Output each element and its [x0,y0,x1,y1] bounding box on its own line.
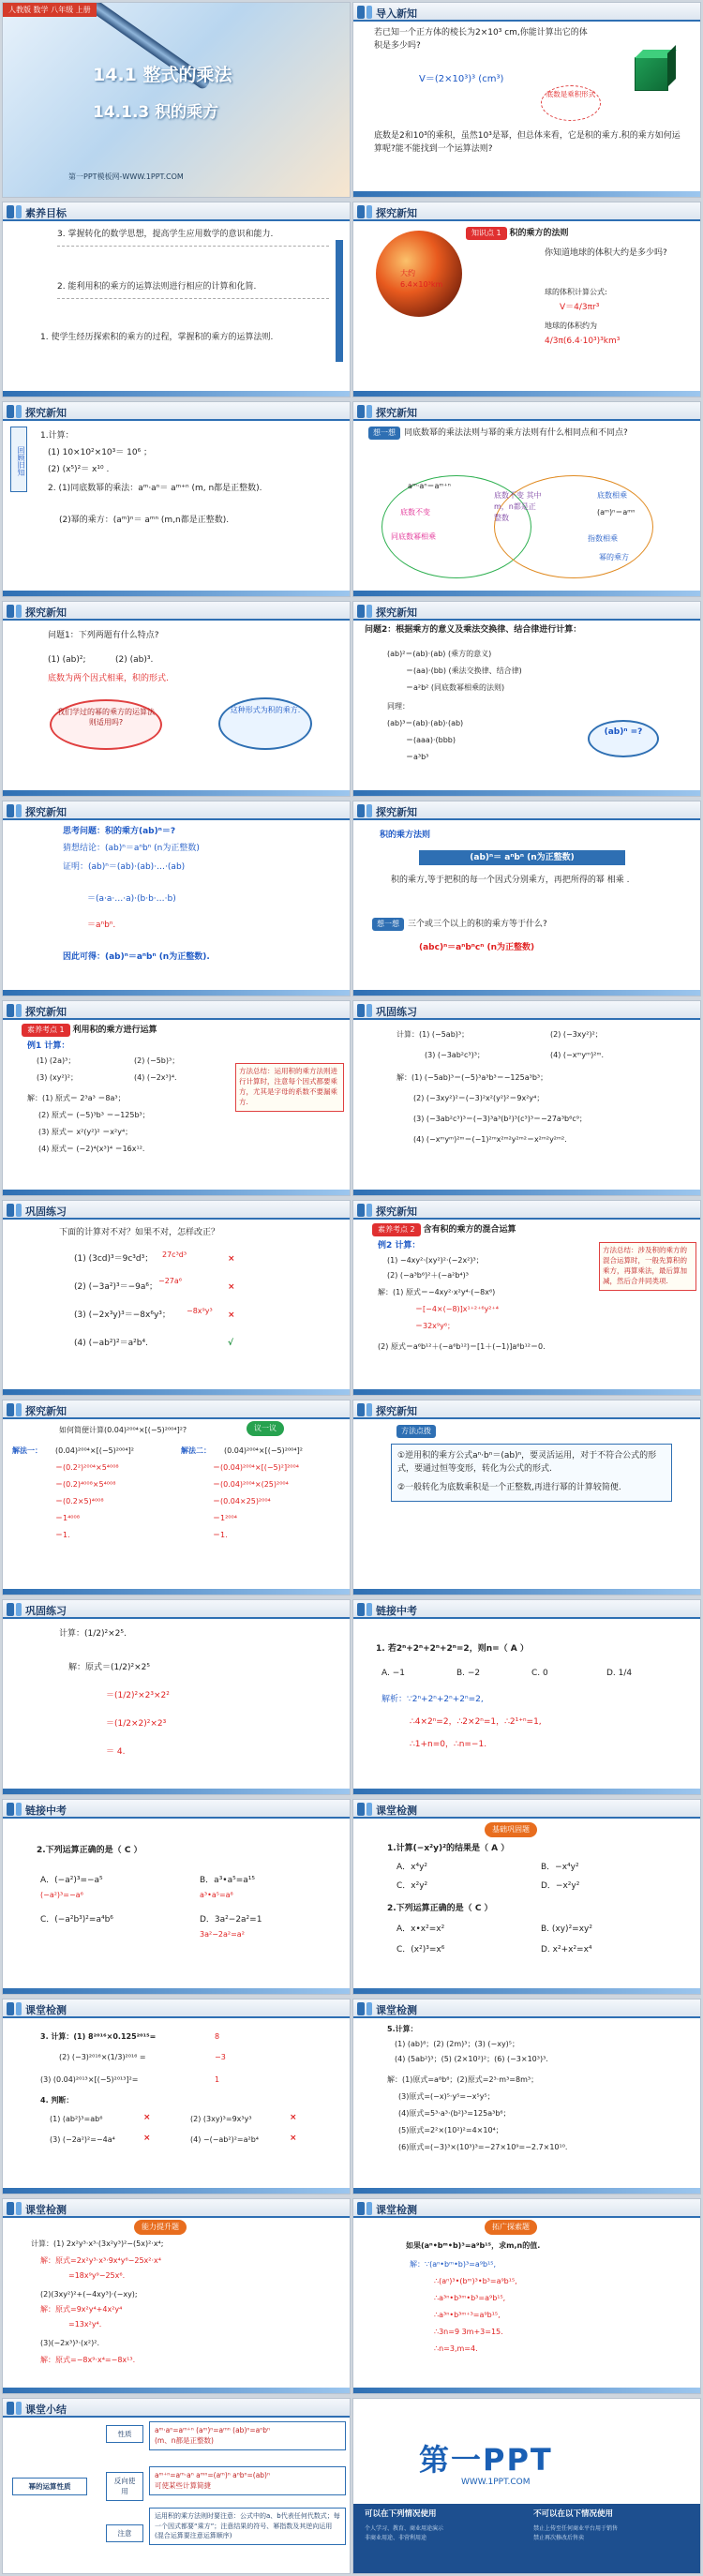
check2-mark-3: × [143,2134,151,2143]
slide-title: 课堂检测 [376,1805,417,1817]
slide-title: 课堂小结 [25,2404,67,2416]
intro-explanation: 底数是2和10³的乘积，虽然10³是幂，但总体来看，它是积的乘方.积的乘方如何运算呢?能不能找到一个运算法则? [374,131,681,154]
practice1-q3: (3) (−3ab²c³)³； [425,1051,485,1059]
example-a4: (4) 原式＝ (−2)⁴(x³)⁴ ＝16x¹². [38,1145,145,1153]
check2-mark-4: × [290,2134,297,2143]
check1-o3[interactable]: C．x²y² [396,1881,428,1891]
check2-a32: −3 [215,2053,226,2061]
practice1-a2: (2) (−3xy²)²＝(−3)²x²(y²)²＝9x²y⁴； [413,1094,545,1102]
example-a2: (2) 原式＝ (−5)³b³ ＝−125b³； [38,1111,150,1119]
slide-example2 [352,1200,701,1396]
check2-a31: 8 [215,2032,220,2041]
judge-mark-2: × [228,1282,235,1292]
proof-step-1: 证明：(ab)ⁿ＝(ab)·(ab)·…·(ab) [63,862,186,872]
example2-a3: ＝32x⁹y⁶； [415,1322,456,1330]
check4-a2: =18x⁹y⁹−25x⁶. [68,2271,126,2280]
derive-line-7: ＝a³b³ [406,753,429,761]
problem1-question: 问题1：下列两题有什么特点? [48,631,159,640]
conclusion-bubble: 这种形式为积的乘方. [218,697,312,750]
summary-key-1: 性质 [106,2425,143,2443]
example-q3: (3) (xy²)²； [37,1073,78,1082]
method-summary-box: 方法总结：运用积的乘方法则进行计算时，注意每个因式都要乘方，尤其是字母的系数不要漏乘方. [235,1063,344,1112]
venn-formula-left: aᵐ·aⁿ＝aᵐ⁺ⁿ [408,482,451,490]
review-line-4: (2)幂的乘方：(aᵐ)ⁿ＝ aᵐⁿ (m,n都是正整数). [59,516,230,525]
check3-a5: (6)原式=(−3)³×(10³)³=−27×10⁹=−2.7×10¹⁰. [398,2143,568,2151]
check1-q2: 2.下列运算正确的是（ C ） [387,1904,493,1913]
slide-footer [353,191,700,197]
method2-l5: ＝1²⁰⁰⁴ [213,1514,237,1522]
usage-allowed-list [365,2524,524,2543]
check4-a5: 解：原式=−8x⁹·x⁴=−8x¹³. [40,2356,136,2364]
think-tag: 想一想 [372,918,404,931]
summary-val-1 [149,2421,346,2450]
exam1-opt-c[interactable]: C. 0 [531,1669,548,1678]
slide-review [2,401,351,597]
derive-line-3: ＝a²b² (同底数幂相乘的法则) [406,683,505,692]
exam1-sol-2: ∴4×2ⁿ=2，∴2×2ⁿ=1，∴2¹⁺ⁿ=1, [410,1717,542,1727]
practice1-a1: 解：(1) (−5ab)³＝(−5)³a³b³＝−125a³b³； [396,1073,548,1082]
slide-title: 导入新知 [376,7,417,20]
method2-l4: ＝(0.04×25)²⁰⁰⁴ [213,1497,271,1505]
base-product-bubble: 底数是乘积形式 [541,85,601,121]
venn-label-1: 底数不变 [400,508,430,517]
cover-subtitle: 14.1.3 积的乘方 [93,103,219,122]
proof-conjecture: 猜想结论：(ab)ⁿ＝aⁿbⁿ (n为正整数) [63,844,200,853]
example-label: 例2 计算： [378,1241,421,1251]
slide-title: 探究新知 [376,207,417,219]
judge-mark-4: √ [228,1339,234,1348]
example-q4: (4) (−2x³)⁴. [134,1073,177,1082]
venn-label-2: 指数相乘 [588,534,618,543]
check2-l3: (3) (0.04)²⁰¹³×[(−5)²⁰¹³]²= [40,2075,139,2084]
slide-title: 探究新知 [376,1206,417,1218]
volume-text: 球的体积计算公式: [545,288,607,296]
problem1-note: 底数为两个因式相乘，积的形式. [48,674,169,683]
summary-val-1a: aᵐ·aⁿ=aᵐ⁺ⁿ (aᵐ)ⁿ=aᵐⁿ (ab)ⁿ=aⁿbⁿ [155,2426,270,2434]
example-a3: (3) 原式＝ x²(y²)² ＝x²y⁴； [38,1128,133,1136]
derive-line-2: ＝(aa)·(bb) (乘法交换律、结合律) [406,666,522,675]
summary-root: 幂的运算性质 [12,2478,87,2495]
judge-question: 下面的计算对不对？如果不对，怎样改正？ [59,1228,220,1237]
practice1-a3: (3) (−3ab²c³)³＝(−3)³a³(b²)³(c³)³＝−27a³b⁶c⁹； [413,1115,587,1123]
problem1-expr-1: (1) (ab)²; [48,655,86,665]
slide-check3 [352,1999,701,2194]
slide-venn [352,401,701,597]
slide-cover [2,2,351,198]
tips-tag: 方法点拨 [396,1425,436,1438]
exam2-fix-a: (−a²)³=−a⁶ [40,1891,83,1899]
usage-allowed-1: 个人学习、教育、商业用途演示 [365,2525,444,2532]
usage-allowed-2: 非商业用途、非营利用途 [365,2535,427,2542]
check2-j3: (3) (−2a²)²=−4a⁴ [50,2135,115,2144]
brand-url[interactable]: WWW.1PPT.COM [461,2478,531,2487]
exam2-question: 2.下列运算正确的是（ C ） [37,1846,142,1855]
example2-a4: (2) 原式＝a⁶b¹²＋(−a⁶b¹²)＝[1＋(−1)]a⁶b¹²＝0. [378,1342,546,1351]
method2-l3: ＝(0.04)²⁰⁰⁴×(25)²⁰⁰⁴ [213,1480,289,1489]
rule-text: 积的乘方,等于把积的每一个因式分别乘方，再把所得的幂 相乘 . [391,876,630,885]
slide-tips [352,1400,701,1595]
method1-label: 解法一： [12,1446,42,1455]
edition-badge: 人教版 数学 八年级 上册 [3,3,97,17]
check3-a1: 解：(1)原式=a⁸b⁸；(2)原式=2³·m³=8m³； [387,2075,539,2084]
goal-3: 3. 掌握转化的数学思想，提高学生应用数学的意识和能力. [57,229,329,247]
cube-illustration [635,57,668,91]
slide-problem2 [352,601,701,797]
earth-volume-text: 地球的体积约为 [545,322,597,330]
slide-practice2 [2,1599,351,1795]
skill-heading: 含有积的乘方的混合运算 [423,1225,516,1235]
slide-title: 探究新知 [25,607,67,619]
check4-q1: 计算：(1) 2x²y³·x³·(3x²y³)²−(5x)²·x⁴; [31,2239,164,2248]
slide-title: 探究新知 [25,1006,67,1018]
derive-line-6: ＝(aaa)·(bbb) [406,736,456,744]
practice2-a1: 解：原式＝(1/2)²×2⁵ [68,1663,150,1672]
exam2-opt-a[interactable]: A．(−a²)³=−a⁵ [40,1876,103,1885]
venn-label-5: 底数相乘 [597,491,627,500]
summary-val-2b: 可使某些计算简捷 [155,2481,211,2491]
check3-a2: (3)原式=(−x)⁵·y⁵=−x⁵y⁵； [398,2092,495,2101]
practice1-q2: (2) (−3xy²)²； [550,1030,603,1039]
check3-a4: (5)原式=2²×(10²)²=4×10⁴； [398,2126,503,2134]
slide-example1 [2,1000,351,1196]
check2-q3: 3. 计算：(1) 8²⁰¹⁶×0.125²⁰¹⁵= [40,2032,157,2041]
check2-j1: (1) (ab²)³=ab⁶ [50,2115,103,2123]
check4-q2: (2)(3xy²)²+(−4xy³)·(−xy); [40,2290,138,2299]
derive-line-4: 同理： [387,702,410,711]
proof-step-2: ＝(a·a·…·a)·(b·b·…·b) [87,894,176,904]
check1-p1[interactable]: A．x•x²=x² [396,1925,445,1934]
slide-title: 课堂检测 [25,2004,67,2016]
check5-a1: 解：∵(aⁿ•bᵐ•b)³=a⁹b¹⁵, [410,2260,497,2269]
method1-l1: (0.04)²⁰⁰⁴×[(−5)²⁰⁰⁴]² [55,1446,134,1455]
goal-1: 1. 使学生经历探索积的乘方的过程，掌握积的乘方的运算法则. [40,333,274,342]
summary-key-2: 反向使用 [106,2472,143,2501]
slide-goals [2,202,351,397]
method2-l6: ＝1. [213,1531,228,1539]
practice2-a4: ＝ 4. [106,1747,126,1757]
venn-label-4: 幂的乘方 [599,553,629,562]
check5-q: 如果(aⁿ•bᵐ•b)³=a⁹b¹⁵，求m,n的值. [406,2241,541,2250]
skill-tag: 素养考点 1 [22,1024,70,1037]
slide-exam1 [352,1599,701,1795]
discuss-question: 如何简便计算(0.04)²⁰⁰⁴×[(−5)²⁰⁰⁴]²? [59,1426,187,1434]
review-book-icon: 回顾旧知 [10,427,27,492]
check5-a6: ∴n=3,m=4. [434,2344,478,2353]
skill-tag: 素养考点 2 [372,1223,421,1236]
example2-q2: (2) (−a³b⁶)²＋(−a²b⁴)³ [387,1271,469,1280]
slide-exam2 [2,1799,351,1995]
think-tag: 想一想 [368,427,400,440]
check1-p4[interactable]: D. x²+x²=x⁴ [541,1945,592,1954]
summary-val-2a: aᵐ⁺ⁿ=aᵐ·aⁿ aᵐⁿ=(aᵐ)ⁿ aⁿbⁿ=(ab)ⁿ [155,2471,270,2479]
slide-proof [2,801,351,996]
slide-title: 探究新知 [376,407,417,419]
exam1-opt-d[interactable]: D. 1/4 [606,1669,633,1678]
slide-title: 巩固练习 [376,1006,417,1018]
check5-a3: ∴a³ⁿ•b³ᵐ•b³=a⁹b¹⁵, [434,2294,506,2302]
slide-title: 探究新知 [25,806,67,818]
check3-a3: (4)原式=5³·a³·(b²)³=125a³b⁶； [398,2109,511,2118]
volume-formula: V＝(2×10³)³ (cm³) [419,74,504,84]
usage-denied-1: 禁止上传至任何商业平台用于销售 [533,2525,619,2532]
check3-l1: (1) (ab)⁸；(2) (2m)³；(3) (−xy)⁵； [395,2040,520,2048]
method2-l2: ＝(0.04)²⁰⁰⁴×[(−5)²]²⁰⁰⁴ [213,1463,299,1472]
venn-label-3: 同底数幂相乘 [391,532,436,541]
extend-banner: 拓广探索题 [485,2220,537,2235]
judge-mark-1: × [228,1254,235,1264]
slide-practice1 [352,1000,701,1196]
practice1-a4: (4) (−xᵐyᵐ)²ᵐ＝(−1)²ᵐx²ᵐ²y²ᵐ²＝x²ᵐ²y²ᵐ². [413,1135,567,1144]
basic-banner: 基础巩固题 [485,1822,537,1837]
check2-q4: 4. 判断： [40,2096,74,2104]
summary-val-1b: (m、n都是正整数) [155,2436,214,2446]
slide-check4 [2,2198,351,2394]
method1-l4: ＝(0.2×5)⁴⁰⁰⁸ [55,1497,104,1505]
sphere-formula: V＝4/3πr³ [560,303,600,312]
check2-mark-1: × [143,2113,151,2122]
check2-a33: 1 [215,2075,220,2084]
slide-intro [352,2,701,198]
exam1-question: 1. 若2ⁿ+2ⁿ+2ⁿ+2ⁿ=2，则n=（ A ） [376,1644,529,1654]
review-line-3: 2. (1)同底数幂的乘法：aᵐ·aⁿ＝ aᵐ⁺ⁿ (m, n都是正整数). [48,484,262,493]
section-head: 积的乘方的法则 [509,229,569,238]
practice2-a2: ＝(1/2)²×2³×2² [106,1691,170,1700]
slide-brand [352,2398,701,2574]
slide-judge [2,1200,351,1396]
check3-l2: (4) (5ab²)³；(5) (2×10²)²；(6) (−3×10³)³. [395,2055,548,2063]
proof-question: 思考问题：积的乘方(ab)ⁿ＝? [63,827,176,836]
exam1-opt-b[interactable]: B. −2 [456,1669,481,1678]
exam2-opt-b[interactable]: B．a³•a⁵=a¹⁵ [200,1876,256,1885]
summary-val-2 [149,2466,346,2495]
judge-line-2: (2) (−3a²)³＝−9a⁶； [74,1282,158,1292]
slide-check2 [2,1999,351,2194]
method-summary-box: 方法总结：涉及积的乘方的混合运算时，一般先算积的乘方，再算乘法，最后算加减，然后合并同类项. [599,1242,696,1291]
ask-bubble: (ab)ⁿ =? [588,720,659,757]
slide-discuss [2,1400,351,1595]
exam2-fix-d: 3a²−2a²=a² [200,1930,245,1939]
method1-l2: ＝(0.2²)²⁰⁰⁴×5⁴⁰⁰⁸ [55,1463,119,1472]
slide-title: 课堂检测 [25,2204,67,2216]
exam2-opt-c[interactable]: C．(−a²b³)²=a⁴b⁶ [40,1915,113,1925]
summary-key-3: 注意 [106,2524,143,2542]
example2-q1: (1) −4xy²·(xy²)²·(−2x²)³； [387,1256,484,1265]
check2-mark-2: × [290,2113,297,2122]
method2-l1: (0.04)²⁰⁰⁴×[(−5)²⁰⁰⁴]² [224,1446,303,1455]
slide-title: 链接中考 [376,1605,417,1617]
slide-title: 探究新知 [376,1405,417,1417]
problem2-question: 问题2：根据乘方的意义及乘法交换律、结合律进行计算： [365,625,582,635]
skill-heading: 利用积的乘方进行运算 [72,1026,157,1035]
example-a1: 解：(1) 原式＝ 2³a³ ＝8a³； [27,1094,126,1102]
problem1-expr-2: (2) (ab)³. [115,655,154,665]
judge-fix-2: −27a⁶ [158,1277,182,1285]
check4-a1: 解：原式=2x²y³·x³·9x⁴y⁶−25x²·x⁴ [40,2256,161,2265]
check3-q: 5.计算： [387,2025,418,2033]
example-q1: (1) (2a)³； [37,1056,76,1065]
usage-denied-heading: 不可以在以下情况使用 [533,2509,614,2519]
judge-line-3: (3) (−2x³y)³＝−8x⁶y³； [74,1310,171,1320]
question-cloud: 我们学过的幂的乘方的运算法则适用吗? [50,699,162,750]
check4-a3: 解：原式=9x²y⁴+4x²y⁴ [40,2305,123,2314]
venn-question: 同底数幂的乘法法则与幂的乘方法则有什么相同点和不同点? [404,428,628,438]
practice2-question: 计算：(1/2)²×2⁵. [59,1629,127,1639]
derive-line-5: (ab)³＝(ab)·(ab)·(ab) [387,719,464,727]
slide-title: 探究新知 [376,607,417,619]
slide-title: 巩固练习 [25,1206,67,1218]
usage-denied-2: 禁止再次修改后售卖 [533,2535,585,2542]
earth-volume-formula: 4/3π(6.4·10³)³km³ [545,337,621,346]
review-line-1: (1) 10×10²×10³＝ 10⁶ ； [48,448,153,457]
intro-question: 若已知一个正方体的棱长为2×10³ cm,你能计算出它的体积是多少吗? [374,28,588,51]
check4-q3: (3)(−2x³)³·(x²)². [40,2339,99,2347]
exam2-fix-b: a³•a⁵=a⁸ [200,1891,233,1899]
check1-o2[interactable]: B．−x⁴y² [541,1863,579,1872]
check1-o1[interactable]: A．x⁴y² [396,1863,428,1872]
check5-a4: ∴a³ⁿ•b³ᵐ⁺³=a⁹b¹⁵, [434,2311,501,2319]
check2-j2: (2) (3xy)³=9x³y³ [190,2115,252,2123]
slide-title: 课堂检测 [376,2204,417,2216]
judge-fix-1: 27c³d³ [162,1251,187,1259]
slide-summary [2,2398,351,2574]
venn-middle: 底数不变 其中m，n都是正整数 [494,491,542,522]
review-line-2: (2) (x⁵)²＝ x¹⁰ . [48,465,110,474]
knowledge-tag: 知识点 1 [466,227,507,240]
tips-p2: ②一般转化为底数乘积是一个正整数,再进行幂的计算较简便. [397,1482,621,1492]
venn-formula-right: (aᵐ)ⁿ＝aᵐⁿ [597,508,636,517]
check4-a4: =13x²y⁴. [68,2320,102,2329]
method1-l5: ＝1⁴⁰⁰⁸ [55,1514,80,1522]
slide-problem1 [2,601,351,797]
rule-box: (ab)ⁿ＝ aⁿbⁿ (n为正整数) [419,850,625,865]
brand-logo: 第一PPT [419,2442,553,2478]
judge-line-1: (1) (3cd)³＝9c³d³； [74,1254,154,1264]
check1-o4[interactable]: D．−x²y² [541,1881,580,1891]
check1-q1: 1.计算(−x²y)²的结果是（ A ） [387,1844,510,1853]
proof-step-3: ＝aⁿbⁿ. [87,921,116,930]
usage-denied-list [533,2524,693,2543]
rule-heading: 积的乘方法则 [380,831,431,840]
example-label: 例1 计算： [27,1041,70,1051]
slide-title: 探究新知 [25,407,67,419]
slide-title: 课堂检测 [376,2004,417,2016]
slide-title: 巩固练习 [25,1605,67,1617]
tips-p1: ①逆用积的乘方公式aⁿ·bⁿ＝(ab)ⁿ，要灵活运用，对于不符合公式的形式，要通过恒等变形，转化为公式的形式. [397,1451,657,1474]
exam1-sol-1: 解析：∵2ⁿ+2ⁿ+2ⁿ+2ⁿ=2, [381,1695,484,1704]
slide-title: 探究新知 [25,1405,67,1417]
exam1-opt-a[interactable]: A. −1 [381,1669,405,1678]
slide-earth [352,202,701,397]
example-q2: (2) (−5b)³； [134,1056,180,1065]
goal-2: 2. 能利用积的乘方的运算法则进行相应的计算和化简. [57,281,329,299]
example2-a1: 解：(1) 原式＝−4xy²·x²y⁴·(−8x⁶) [378,1288,496,1296]
earth-question: 你知道地球的体积大约是多少吗? [545,248,667,258]
earth-radius-label: 大约6.4×10³km [400,269,443,289]
review-heading: 1.计算： [40,431,74,441]
check5-a2: ∴(aⁿ)³•(bᵐ)³•b³=a⁹b¹⁵, [434,2277,517,2285]
extend-answer: (abc)ⁿ＝aⁿbⁿcⁿ (n为正整数) [419,943,535,952]
judge-mark-3: × [228,1310,235,1320]
method1-l6: ＝1. [55,1531,70,1539]
slide-header [353,3,700,22]
method2-label: 解法二： [181,1446,211,1455]
judge-fix-3: −8x⁹y³ [187,1307,213,1315]
slide-check5 [352,2198,701,2394]
slide-title: 链接中考 [25,1805,67,1817]
practice1-q1: 计算：(1) (−5ab)³； [396,1030,470,1039]
check5-a5: ∴3n=9 3m+3=15. [434,2328,503,2336]
slide-rule [352,801,701,996]
slide-title: 素养目标 [25,207,67,219]
exam1-sol-3: ∴1+n=0，∴n=−1. [410,1740,487,1749]
check1-p2[interactable]: B. (xy)²=xy² [541,1925,592,1934]
advanced-banner: 能力提升题 [134,2220,187,2235]
slide-title: 探究新知 [376,806,417,818]
cover-watermark: 第一PPT模板网-WWW.1PPT.COM [68,172,184,181]
goal-arrow [336,240,343,362]
judge-line-4: (4) (−ab²)²＝a²b⁴. [74,1339,148,1348]
practice2-a3: ＝(1/2×2)²×2³ [106,1719,167,1729]
check1-p3[interactable]: C．(x²)³=x⁶ [396,1945,445,1954]
check2-l2: (2) (−3)²⁰¹⁶×(1/3)²⁰¹⁶ = [59,2053,146,2061]
tips-box [391,1444,672,1502]
exam2-opt-d[interactable]: D．3a²−2a²=1 [200,1915,262,1925]
practice1-q4: (4) (−xᵐyᵐ)²ᵐ. [550,1051,604,1059]
check2-j4: (4) −(−ab²)²=a²b⁴ [190,2135,260,2144]
derive-line-1: (ab)²＝(ab)·(ab) (乘方的意义) [387,650,492,658]
discuss-badge: 议一议 [247,1421,284,1436]
summary-val-3: 运用积的乘方法则时要注意：公式中的a、b代表任何代数式；每一个因式都要“乘方”；注意结果的符号、幂指数及其逆向运用(混合运算要注意运算顺序) [149,2508,346,2545]
cover-title: 14.1 整式的乘法 [93,65,232,85]
method1-l3: ＝(0.2)⁴⁰⁰⁸×5⁴⁰⁰⁸ [55,1480,116,1489]
proof-result: 因此可得：(ab)ⁿ＝aⁿbⁿ (n为正整数). [63,952,210,962]
header-tab-icon [357,6,365,19]
slide-check1 [352,1799,701,1995]
extend-question: 三个或三个以上的积的乘方等于什么? [408,920,547,929]
usage-allowed-heading: 可以在下列情况使用 [365,2509,437,2519]
example2-a2: ＝[−4×(−8)]x¹⁺²⁺⁶y²⁺⁴ [415,1305,499,1313]
